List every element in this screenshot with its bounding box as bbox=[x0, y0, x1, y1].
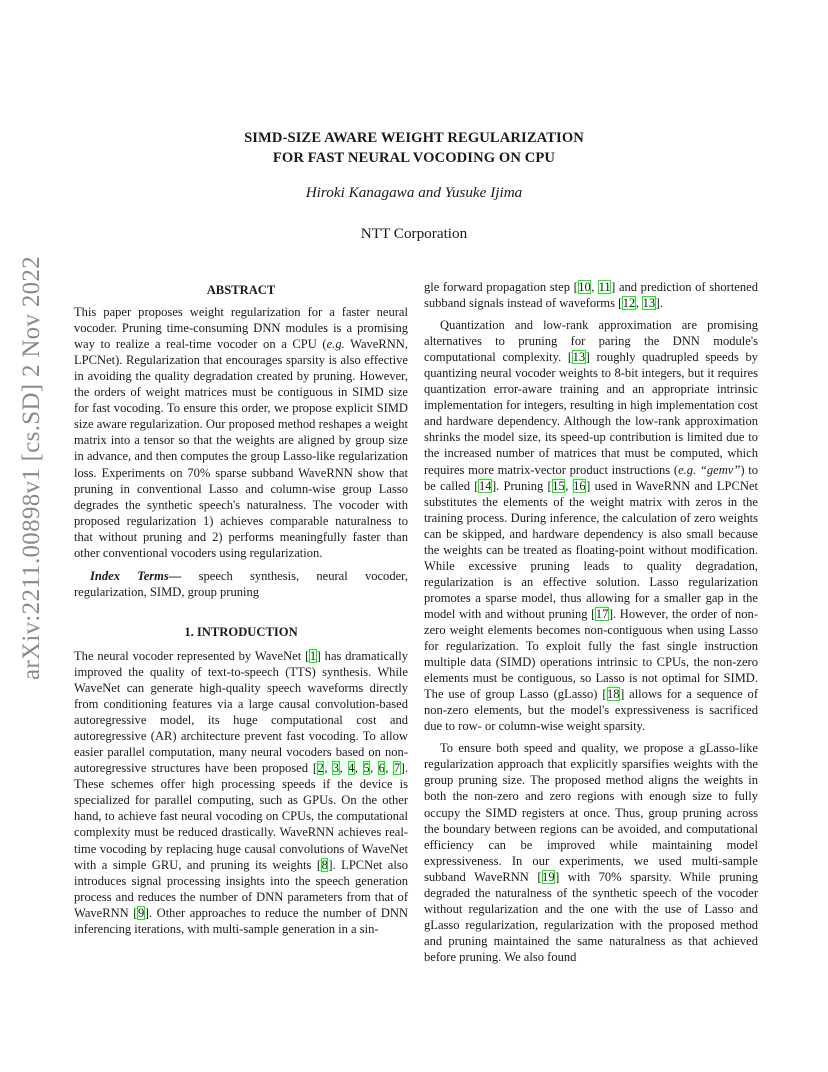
index-terms bbox=[74, 568, 408, 600]
index-terms-text: speech synthesis, neural vocoder, regularization, SIMD, group pruning bbox=[74, 568, 408, 599]
text-run: ] used in WaveRNN and LPCNet substitutes the elements of the weight matrix with zeros in the training process. During inference, the calculation of zero weights can be skipped, and hardware dependency is also small because the weights can be treated as floating-point without modification. While excessive pruning leads to quality degradation, regularization is an effective solution. Lasso regularization promotes a sparse model, thus allowing for a smaller gap in the model with and without pruning [ bbox=[424, 478, 758, 621]
citation-link-14[interactable]: 14 bbox=[478, 478, 492, 493]
citation-link-13[interactable]: 13 bbox=[642, 296, 656, 311]
text-run: gle forward propagation step [ bbox=[424, 280, 578, 294]
text-run: ) to be called [ bbox=[424, 462, 758, 493]
text-run: ] has dramatically improved the quality of text-to-speech (TTS) synthesis. While WaveNet can generate high-quality speech waveforms directly from conditioning features via a large causal convolution-based autoregressive model, its huge computational cost and autoregressive (AR) architecture prevent fast vocoding. To allow easier parallel computation, many neural vocoders based on non-autoregressive structures have been proposed [ bbox=[74, 648, 408, 776]
citation-link-12[interactable]: 12 bbox=[622, 296, 636, 311]
authors: Hiroki Kanagawa and Yusuke Ijima bbox=[305, 184, 523, 201]
gemv-example: e.g. “gemv” bbox=[678, 462, 741, 477]
text-run: ] allows for a sequence of non-zero elements, but the model's expressiveness is sacrificed due to row- or column-wise weight sparsity. bbox=[424, 687, 758, 734]
citation-link-11[interactable]: 11 bbox=[598, 280, 611, 294]
intro-paragraph-1 bbox=[74, 648, 408, 937]
text-run: ]. These schemes offer high processing speeds if the device is specialized for parallel computing, such as GPUs. On the other hand, to achieve fast neural vocoding on CPUs, the computational complexity must be reduced drastically. WaveRNN achieves real-time vocoding by replacing huge causal convolutions of WaveNet with a simple GRU, and pruning its weights [ bbox=[74, 761, 408, 872]
citation-separator: , bbox=[324, 761, 333, 776]
left-column bbox=[74, 282, 408, 937]
citation-link-13[interactable]: 13 bbox=[572, 350, 586, 365]
citation-separator: , bbox=[354, 761, 363, 776]
intro-paragraph-2 bbox=[424, 317, 758, 734]
paper-title bbox=[0, 128, 828, 168]
citation-link-1[interactable]: 1 bbox=[309, 648, 317, 663]
citation-link-17[interactable]: 17 bbox=[595, 606, 609, 621]
intro-paragraph-3 bbox=[424, 740, 758, 965]
citation-separator: , bbox=[591, 280, 599, 294]
intro-paragraph-1-continued bbox=[424, 279, 758, 311]
affiliation: NTT Corporation bbox=[360, 225, 468, 242]
text-run: To ensure both speed and quality, we propose a gLasso-like regularization approach that explicitly sparsifies weights with the group pruning size. The proposed method aligns the weights in both the non-zero and zero regions with enough size to fully occupy the SIMD registers at once. Thus, group pruning across the boundary between regions can be avoided, and computational efficiency can be improved while maintaining model expressiveness. In our experiments, we used multi-sample subband WaveRNN [ bbox=[424, 741, 758, 884]
text-run: ] roughly quadrupled speeds by quantizing neural vocoder weights to 8-bit integers, but it requires quantization error-aware training and an appropriate intrinsic implementation for integers, resulting in high implementation cost and hardware dependency. Although the low-rank approximation shrinks the model size, its speed-up contribution is limited due to the increased number of matrices that must be computed, which requires more matrix-vector product instructions ( bbox=[424, 350, 759, 477]
citation-link-3[interactable]: 3 bbox=[332, 761, 340, 776]
citation-link-6[interactable]: 6 bbox=[378, 761, 385, 776]
arxiv-stamp: arXiv:2211.00898v1 [cs.SD] 2 Nov 2022 bbox=[18, 255, 45, 680]
right-column bbox=[424, 279, 758, 965]
text-run: ]. bbox=[655, 296, 663, 311]
text-run: ]. Pruning [ bbox=[491, 478, 552, 493]
title-line-2: FOR FAST NEURAL VOCODING ON CPU bbox=[272, 150, 556, 166]
citation-separator: , bbox=[385, 761, 394, 776]
text-run: ] with 70% sparsity. While pruning degraded the naturalness of the synthetic speech of the vocoder without regularization and the one with the use of Lasso and gLasso regularization, regularization with the proposed method and pruning maintained the same naturalness as that achieved before pruning. We also found bbox=[424, 869, 758, 964]
introduction-heading: 1. INTRODUCTION bbox=[184, 624, 298, 639]
citation-link-16[interactable]: 16 bbox=[573, 478, 586, 493]
citation-link-10[interactable]: 10 bbox=[578, 280, 591, 294]
citation-link-7[interactable]: 7 bbox=[393, 761, 401, 776]
text-run: The neural vocoder represented by WaveNet [ bbox=[74, 648, 310, 663]
citation-separator: , bbox=[339, 761, 348, 776]
citation-separator: , bbox=[565, 478, 573, 493]
abstract-eg: e.g. bbox=[326, 337, 345, 352]
citation-separator: , bbox=[635, 296, 643, 311]
text-run: Quantization and low-rank approximation are promising alternatives to pruning for paring the DNN module's computational complexity. [ bbox=[424, 318, 758, 365]
citation-link-15[interactable]: 15 bbox=[552, 478, 565, 493]
text-run: ]. However, the order of non-zero weight elements becomes non-contiguous when using Lasso for regularization. To exploit fully the fast single instruction multiple data (SIMD) operations intrinsic to CPUs, the non-zero elements must be contiguous, so Lasso is not optimal for SIMD. The use of group Lasso (gLasso) [ bbox=[424, 606, 758, 702]
citation-link-9[interactable]: 9 bbox=[137, 905, 145, 920]
citation-link-5[interactable]: 5 bbox=[363, 761, 370, 776]
index-terms-label: Index Terms— bbox=[90, 568, 182, 583]
citation-link-2[interactable]: 2 bbox=[317, 761, 324, 776]
citation-separator: , bbox=[370, 761, 379, 776]
text-run: ] and prediction of shortened subband signals instead of waveforms [ bbox=[424, 280, 758, 311]
text-run: ]. Other approaches to reduce the number of DNN inferencing iterations, with multi-sample generation in a sin- bbox=[74, 905, 409, 936]
citation-link-4[interactable]: 4 bbox=[348, 761, 355, 776]
abstract-text bbox=[74, 304, 408, 561]
citation-link-19[interactable]: 19 bbox=[542, 869, 555, 884]
abstract-text-run: This paper proposes weight regularization for a faster neural vocoder. Pruning time-consuming DNN modules is a promising way to realize a real-time vocoder on a CPU ( bbox=[74, 305, 408, 352]
citation-link-8[interactable]: 8 bbox=[321, 857, 328, 872]
title-line-1: SIMD-SIZE AWARE WEIGHT REGULARIZATION bbox=[244, 130, 584, 146]
abstract-heading: ABSTRACT bbox=[206, 283, 276, 297]
citation-link-18[interactable]: 18 bbox=[607, 687, 620, 702]
abstract-text-run: WaveRNN, LPCNet). Regularization that encourages sparsity is also effective in avoiding the quality degradation created by pruning. However, the orders of weight matrices must be contiguous in SIMD size for fast vocoding. To ensure this order, we propose explicit SIMD size aware regularization. Our proposed method reshapes a weight matrix into a tensor so that the weights are aligned by group size in advance, and then computes the group Lasso-like regularization loss. Experiments on 70% sparse subband WaveRNN show that pruning in conventional Lasso and column-wise group Lasso degrades the synthetic speech's naturalness. The vocoder with proposed regularization 1) achieves comparable naturalness to that without pruning and 2) performs meaningfully faster than other conventional vocoders using regularization. bbox=[74, 337, 409, 560]
text-run: ]. LPCNet also introduces signal processing insights into the speech generation process and reduces the number of DNN parameters from that of WaveRNN [ bbox=[74, 857, 408, 920]
